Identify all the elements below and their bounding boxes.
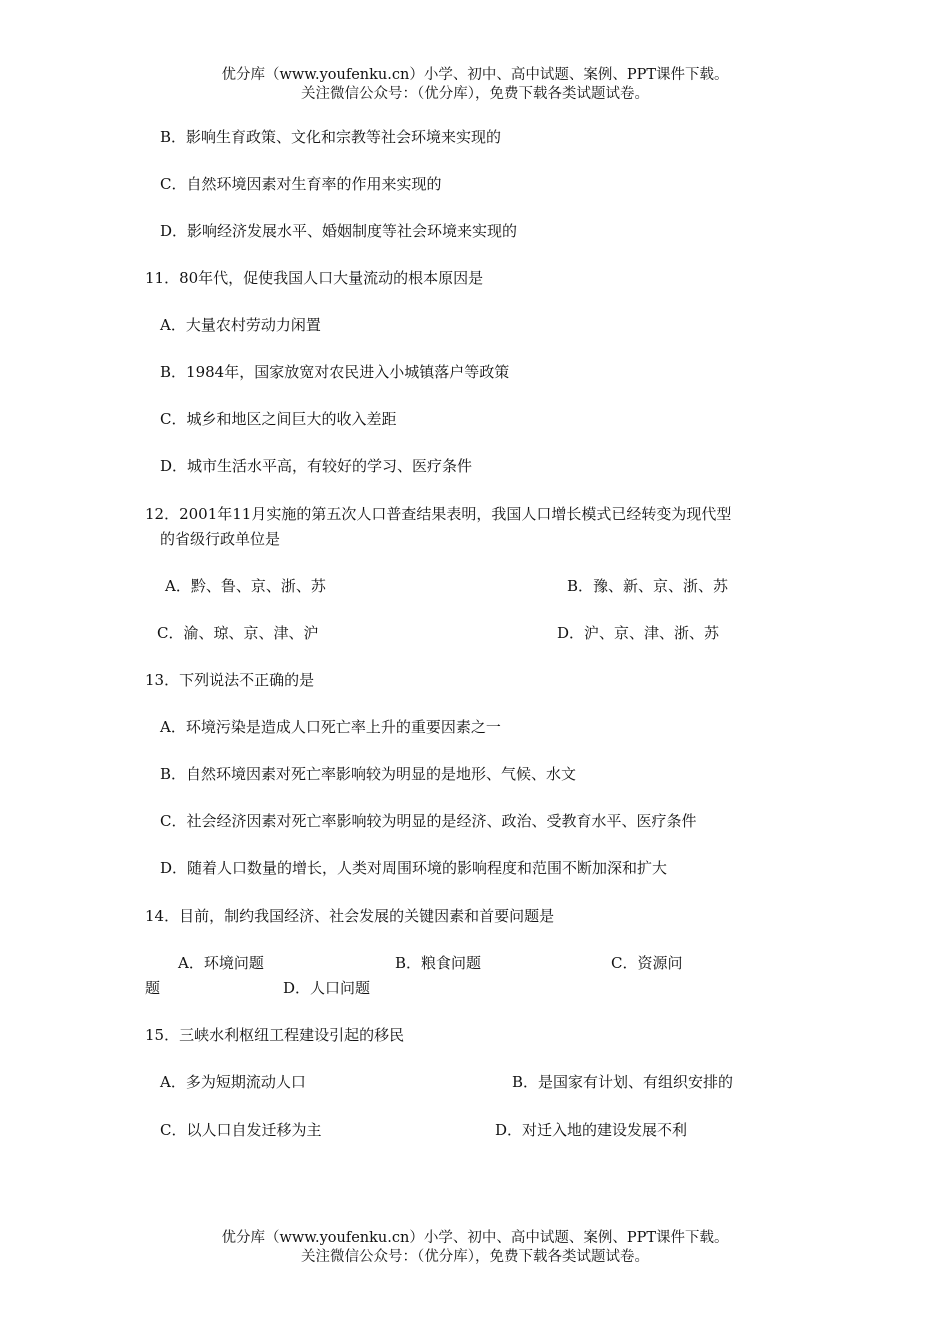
q12-option-b: B．豫、新、京、浙、苏 [567, 577, 729, 595]
page-footer [0, 1229, 950, 1267]
q11-option-a: A．大量农村劳动力闲置 [160, 316, 321, 334]
q14-option-c: C．资源问 [611, 954, 683, 972]
q13-option-c: C．社会经济因素对死亡率影响较为明显的是经济、政治、受教育水平、医疗条件 [160, 812, 697, 830]
q11-option-b: B．1984年，国家放宽对农民进入小城镇落户等政策 [160, 363, 510, 381]
page-header [0, 66, 950, 104]
q11-stem: 11．80年代，促使我国人口大量流动的根本原因是 [145, 269, 484, 287]
q12-stem-line-1: 12．2001年11月实施的第五次人口普查结果表明，我国人口增长模式已经转变为现代型 [145, 505, 732, 523]
q12-option-a: A．黔、鲁、京、浙、苏 [165, 577, 326, 595]
q15-stem: 15．三峡水利枢纽工程建设引起的移民 [145, 1026, 405, 1044]
q14-option-b: B．粮食问题 [395, 954, 482, 972]
header-line-2: 关注微信公众号：（优分库），免费下载各类试题试卷。 [301, 86, 649, 102]
q15-option-d: D．对迁入地的建设发展不利 [495, 1121, 688, 1139]
q12-option-c: C．渝、琼、京、津、沪 [157, 624, 319, 642]
q13-option-d: D．随着人口数量的增长，人类对周围环境的影响程度和范围不断加深和扩大 [160, 859, 668, 877]
q14-option-c-wrap: 题 [145, 979, 161, 997]
q12-option-d: D．沪、京、津、浙、苏 [557, 624, 720, 642]
q14-option-d: D．人口问题 [283, 979, 371, 997]
q15-option-b: B．是国家有计划、有组织安排的 [512, 1073, 734, 1091]
q14-option-a: A．环境问题 [178, 954, 264, 972]
footer-line-1: 优分库（www.youfenku.cn）小学、初中、高中试题、案例、PPT课件下载。 [221, 1230, 729, 1246]
q13-stem: 13．下列说法不正确的是 [145, 671, 315, 689]
q15-option-c: C．以人口自发迁移为主 [160, 1121, 322, 1139]
q10-option-b: B．影响生育政策、文化和宗教等社会环境来实现的 [160, 128, 502, 146]
q15-option-a: A．多为短期流动人口 [160, 1073, 306, 1091]
q11-option-d: D．城市生活水平高，有较好的学习、医疗条件 [160, 457, 473, 475]
q10-option-c: C．自然环境因素对生育率的作用来实现的 [160, 175, 442, 193]
q10-option-d: D．影响经济发展水平、婚姻制度等社会环境来实现的 [160, 222, 518, 240]
header-line-1: 优分库（www.youfenku.cn）小学、初中、高中试题、案例、PPT课件下载。 [221, 67, 729, 83]
q11-option-c: C．城乡和地区之间巨大的收入差距 [160, 410, 397, 428]
q13-option-b: B．自然环境因素对死亡率影响较为明显的是地形、气候、水文 [160, 765, 577, 783]
q14-stem: 14．目前，制约我国经济、社会发展的关键因素和首要问题是 [145, 907, 555, 925]
q13-option-a: A．环境污染是造成人口死亡率上升的重要因素之一 [160, 718, 501, 736]
footer-line-2: 关注微信公众号：（优分库），免费下载各类试题试卷。 [301, 1249, 649, 1265]
q12-stem-line-2: 的省级行政单位是 [160, 530, 281, 548]
